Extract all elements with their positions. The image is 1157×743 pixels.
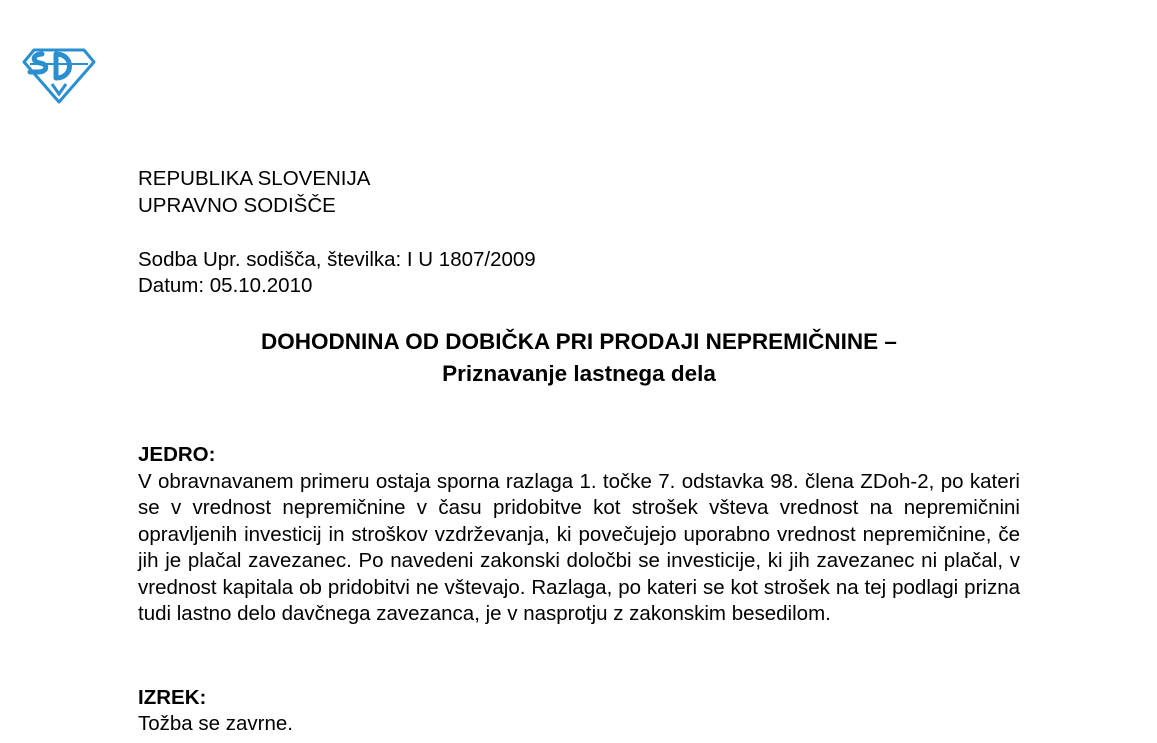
diamond-logo-icon: [22, 48, 96, 104]
document-title: DOHODNINA OD DOBIČKA PRI PRODAJI NEPREMIČNINE –: [261, 329, 897, 354]
jedro-text: V obravnavanem primeru ostaja sporna razlaga 1. točke 7. odstavka 98. člena ZDoh-2, po kateri se v vrednost nepremičnine v času pridobitve kot strošek všteva vrednost na nepremičnini opravljenih investicij in stroškov vzdrževanja, ki povečujejo uporabno vrednost nepremičnine, če jih je plačal zavezanec. Po navedeni zakonski določbi se investicije, ki jih zavezanec ni plačal, v vrednost kapitala ob pridobitvi ne vštevajo. Razlaga, po kateri se kot strošek na tej podlagi prizna tudi lastno delo davčnega zavezanca, je v nasprotju z zakonskim besedilom.: [138, 470, 1020, 626]
document-subtitle: Priznavanje lastnega dela: [442, 361, 716, 386]
country-name: REPUBLIKA SLOVENIJA: [138, 167, 371, 190]
court-name: UPRAVNO SODIŠČE: [138, 194, 336, 217]
court-logo: [22, 48, 96, 104]
jedro-heading: JEDRO:: [138, 443, 216, 466]
izrek-text: Tožba se zavrne.: [138, 712, 293, 735]
case-date: Datum: 05.10.2010: [138, 274, 313, 297]
case-number: Sodba Upr. sodišča, številka: I U 1807/2009: [138, 248, 536, 271]
izrek-heading: IZREK:: [138, 686, 207, 709]
